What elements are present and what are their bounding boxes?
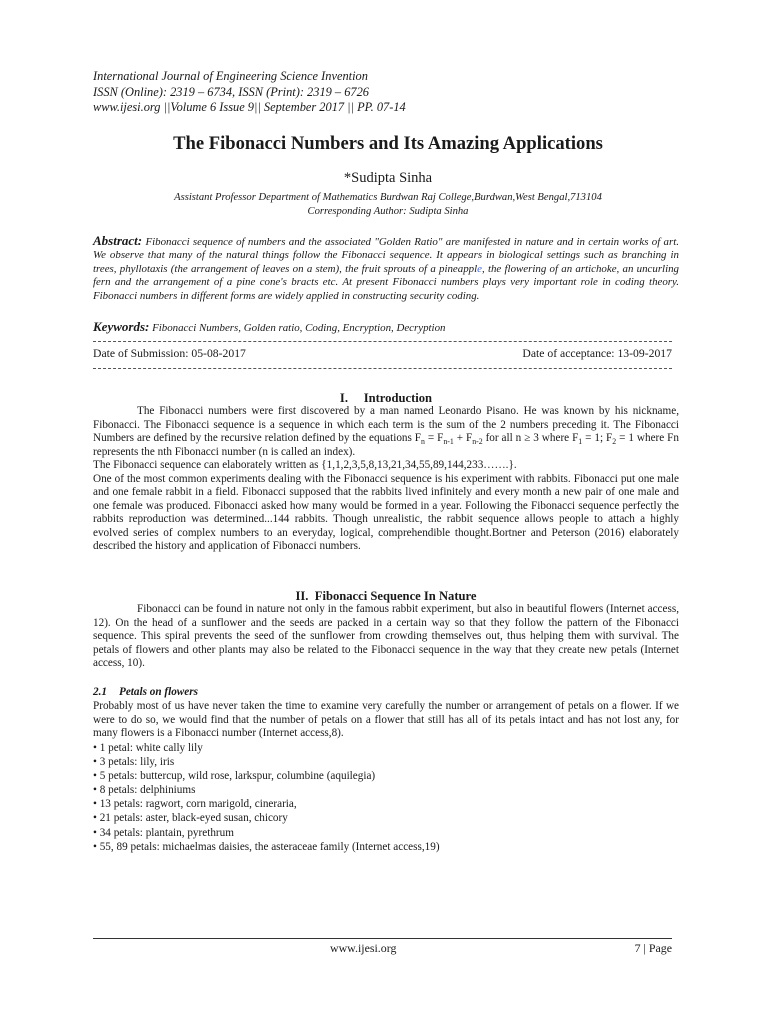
section-heading-introduction: I. Introduction: [339, 391, 433, 405]
intro-paragraph-2: The Fibonacci sequence can elaborately written as {1,1,2,3,5,8,13,21,34,55,89,144,233…….}.: [93, 459, 517, 471]
acceptance-date: Date of acceptance: 13-09-2017: [522, 347, 672, 360]
list-item: • 55, 89 petals: michaelmas daisies, the asteraceae family (Internet access,19): [93, 840, 440, 853]
divider-top: [93, 341, 672, 342]
footer-website[interactable]: www.ijesi.org: [330, 941, 397, 955]
section-heading-nature: II. Fibonacci Sequence In Nature: [295, 589, 477, 603]
introduction-body: [93, 405, 679, 554]
keywords-text: Fibonacci Numbers, Golden ratio, Coding, Encryption, Decryption: [149, 322, 446, 334]
subscript: n-1: [443, 437, 454, 447]
subscript: n-2: [472, 437, 483, 447]
keywords-label: Keywords:: [93, 319, 150, 334]
list-item: • 13 petals: ragwort, corn marigold, cineraria,: [93, 798, 297, 811]
abstract-text-a: Fibonacci sequence of numbers and the associated "Golden Ratio" are manifested in nature and in certain works of art. We observe that many of the natural things follow the Fibonacci sequence. It appears in biological settings such as branching in trees, phyllotaxis (the arrangement of leaves on a stem), the fruit sprouts of a pineappl: [93, 236, 679, 275]
intro-paragraph-1: [93, 405, 679, 459]
equation-text: = 1; F: [582, 432, 613, 444]
journal-volume: www.ijesi.org ||Volume 6 Issue 9|| September 2017 || PP. 07-14: [93, 100, 406, 114]
list-item: • 1 petal: white cally lily: [93, 742, 203, 754]
nature-paragraph-1: Fibonacci can be found in nature not only in the famous rabbit experiment, but also in beautiful flowers (Internet access, 12). On the head of a sunflower and the seeds are packed in a certain way so that they follow the pattern of the Fibonacci sequence. This spiral prevents the seed of the sunflower from crowding themselves out, thus helping them with survival. The petals of flowers and other plants may also be related to the Fibonacci sequence in the way that they create new petals (Internet access, 10).: [93, 603, 679, 669]
abstract-text-b: , the flowering of an artichoke, an uncurling fern and the arrangement of a pine cone's bracts etc. At present Fibonacci numbers plays very important role in coding theory. Fibonacci numbers in different forms are widely applied in constructing security coding.: [93, 262, 679, 302]
list-item: • 8 petals: delphiniums: [93, 784, 196, 797]
list-item: • 5 petals: buttercup, wild rose, larkspur, columbine (aquilegia): [93, 770, 376, 783]
paper-title: The Fibonacci Numbers and Its Amazing Applications: [173, 133, 603, 154]
subscript: n: [421, 437, 425, 447]
corresponding-author: Corresponding Author: Sudipta Sinha: [307, 205, 469, 217]
subscript: 1: [578, 437, 583, 447]
journal-issn: ISSN (Online): 2319 – 6734, ISSN (Print): 2319 – 6726: [93, 84, 370, 99]
abstract-label: Abstract:: [93, 233, 143, 248]
journal-name: International Journal of Engineering Science Invention: [93, 69, 368, 83]
intro-p1-text: The Fibonacci numbers were first discovered by a man named Leonardo Pisano. He was known by his nickname, Fibonacci. The Fibonacci sequence is a sequence in which each term is the sum of the 2 numbers preceding it. The Fibonacci Numbers are defined by the recursive relation defined by the equations F: [93, 405, 679, 444]
divider-bottom: [93, 368, 672, 369]
journal-header: [93, 69, 683, 116]
list-item: • 3 petals: lily, iris: [93, 756, 175, 769]
intro-paragraph-3: One of the most common experiments dealing with the Fibonacci sequence is his experiment with rabbits. Fibonacci put one male and one female rabbit in a field. Fibonacci supposed that the rabbits lived infinitely and every month a new pair of one male and one female was produced. Fibonacci asked how many would be formed in a year. Following the Fibonacci sequence perfectly the rabbits reproduction was determined...144 rabbits. Though unrealistic, the rabbit sequence allows people to attach a highly evolved series of complex numbers to an everyday, logical, comprehendible thought.Bortner and Peterson (2016) elaborately described the history and application of Fibonacci numbers.: [93, 472, 679, 552]
subsection-title: Petals on flowers: [118, 686, 198, 698]
petals-paragraph: Probably most of us have never taken the time to examine very carefully the number or arrangement of petals on a flower. If we were to do so, we would find that the number of petals on a flower that still has all of its petals intact and has not lost any, for many flowers is a Fibonacci number (Internet access,8).: [93, 700, 679, 739]
petals-body: [93, 700, 679, 741]
abstract-text-highlight: e: [477, 262, 482, 275]
list-item: • 34 petals: plantain, pyrethrum: [93, 826, 234, 839]
subsection-number: 2.1: [93, 686, 107, 698]
dates-row: [93, 347, 672, 360]
keywords: [93, 319, 679, 335]
submission-date: Date of Submission: 05-08-2017: [93, 347, 246, 360]
subsection-heading: [93, 686, 198, 698]
nature-body: [93, 603, 679, 671]
equation-text: + F: [453, 432, 473, 444]
author-name: *Sudipta Sinha: [343, 170, 433, 186]
list-item: • 21 petals: aster, black-eyed susan, chicory: [93, 812, 288, 825]
intro-p1-text: for all n ≥ 3 where F: [482, 432, 579, 444]
abstract: [93, 234, 679, 303]
affiliation-line: Assistant Professor Department of Mathematics Burdwan Raj College,Burdwan,West Bengal,713104: [174, 192, 602, 203]
footer-divider: [93, 938, 672, 939]
intro-p1-text: = 1 where Fn represents the nth Fibonacci number (n is called an index).: [93, 432, 679, 458]
subscript: 2: [612, 437, 617, 447]
author-affiliation: [93, 191, 683, 218]
page-number: 7 | Page: [634, 941, 672, 955]
petals-list: [93, 741, 679, 854]
equation-text: = F: [424, 432, 444, 444]
